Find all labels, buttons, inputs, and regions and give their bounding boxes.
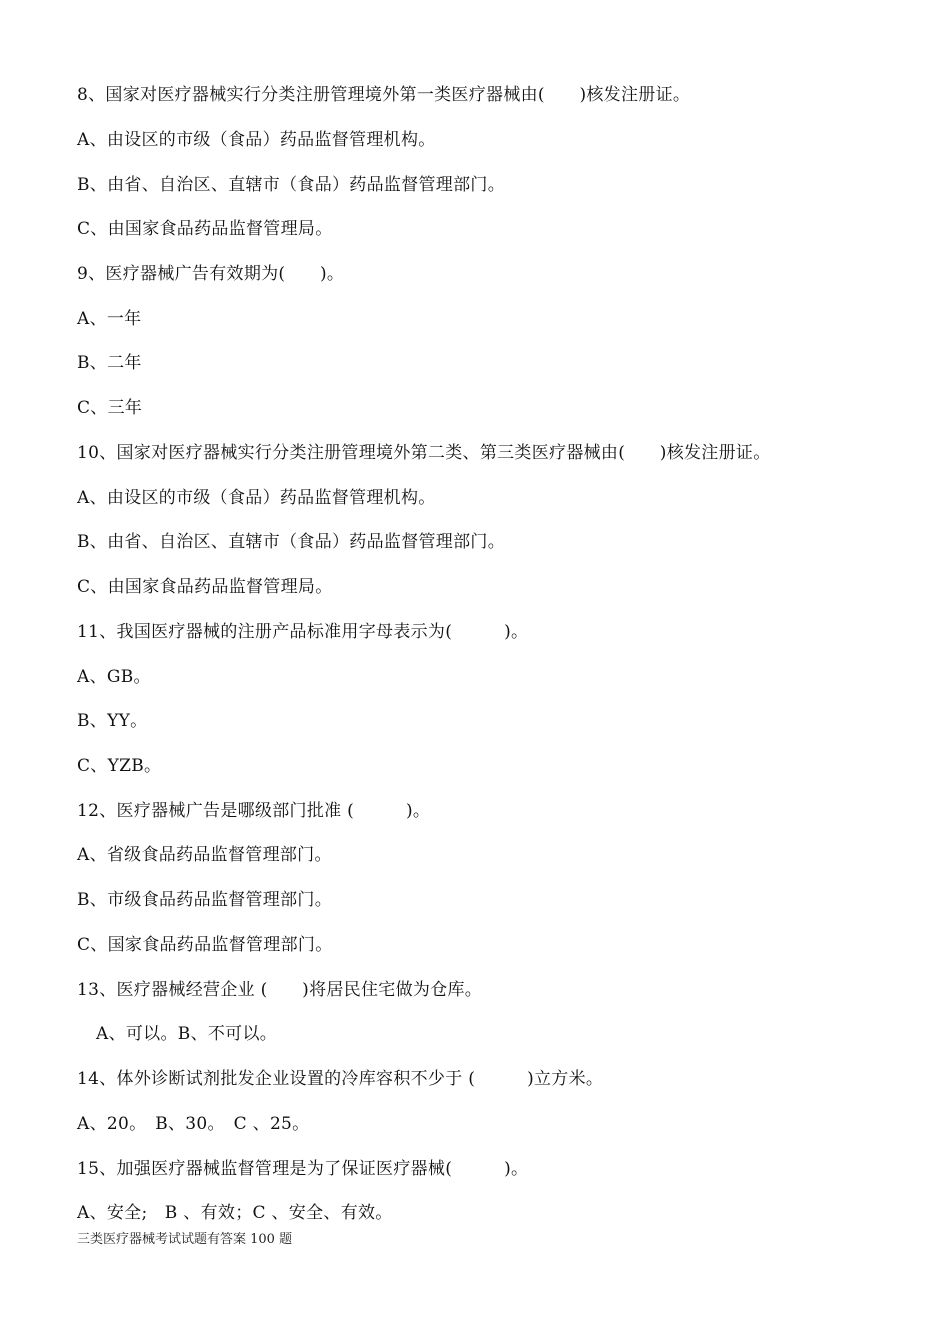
question-14-options: A、20。 B、30。 C 、25。 xyxy=(77,1114,310,1134)
question-13: 13、医疗器械经营企业 ( )将居民住宅做为仓库。 xyxy=(77,980,483,1000)
question-13-options: A、可以。B、不可以。 xyxy=(96,1024,278,1044)
question-11-option-a: A、GB。 xyxy=(77,667,151,687)
question-11-option-c: C、YZB。 xyxy=(77,756,162,776)
question-11-option-b: B、YY。 xyxy=(77,711,148,731)
question-11: 11、我国医疗器械的注册产品标准用字母表示为( )。 xyxy=(77,622,529,642)
question-8-option-c: C、由国家食品药品监督管理局。 xyxy=(77,219,333,239)
question-8-option-a: A、由设区的市级（食品）药品监督管理机构。 xyxy=(77,130,436,150)
question-10: 10、国家对医疗器械实行分类注册管理境外第二类、第三类医疗器械由( )核发注册证。 xyxy=(77,443,771,463)
question-15-options: A、安全; B 、有效；C 、安全、有效。 xyxy=(77,1203,393,1223)
question-10-option-a: A、由设区的市级（食品）药品监督管理机构。 xyxy=(77,488,436,508)
question-12-option-a: A、省级食品药品监督管理部门。 xyxy=(77,845,332,865)
question-8: 8、国家对医疗器械实行分类注册管理境外第一类医疗器械由( )核发注册证。 xyxy=(77,85,691,105)
question-12: 12、医疗器械广告是哪级部门批准 ( )。 xyxy=(77,801,431,821)
question-9-option-a: A、一年 xyxy=(77,309,142,329)
question-12-option-b: B、市级食品药品监督管理部门。 xyxy=(77,890,332,910)
document-footer: 三类医疗器械考试试题有答案 100 题 xyxy=(77,1232,293,1247)
question-12-option-c: C、国家食品药品监督管理部门。 xyxy=(77,935,333,955)
question-8-option-b: B、由省、自治区、直辖市（食品）药品监督管理部门。 xyxy=(77,175,505,195)
question-15: 15、加强医疗器械监督管理是为了保证医疗器械( )。 xyxy=(77,1159,529,1179)
question-9-option-b: B、二年 xyxy=(77,353,142,373)
question-9-option-c: C、三年 xyxy=(77,398,143,418)
question-14: 14、体外诊断试剂批发企业设置的冷库容积不少于 ( )立方米。 xyxy=(77,1069,604,1089)
question-9: 9、医疗器械广告有效期为( )。 xyxy=(77,264,345,284)
question-10-option-b: B、由省、自治区、直辖市（食品）药品监督管理部门。 xyxy=(77,532,505,552)
question-10-option-c: C、由国家食品药品监督管理局。 xyxy=(77,577,333,597)
